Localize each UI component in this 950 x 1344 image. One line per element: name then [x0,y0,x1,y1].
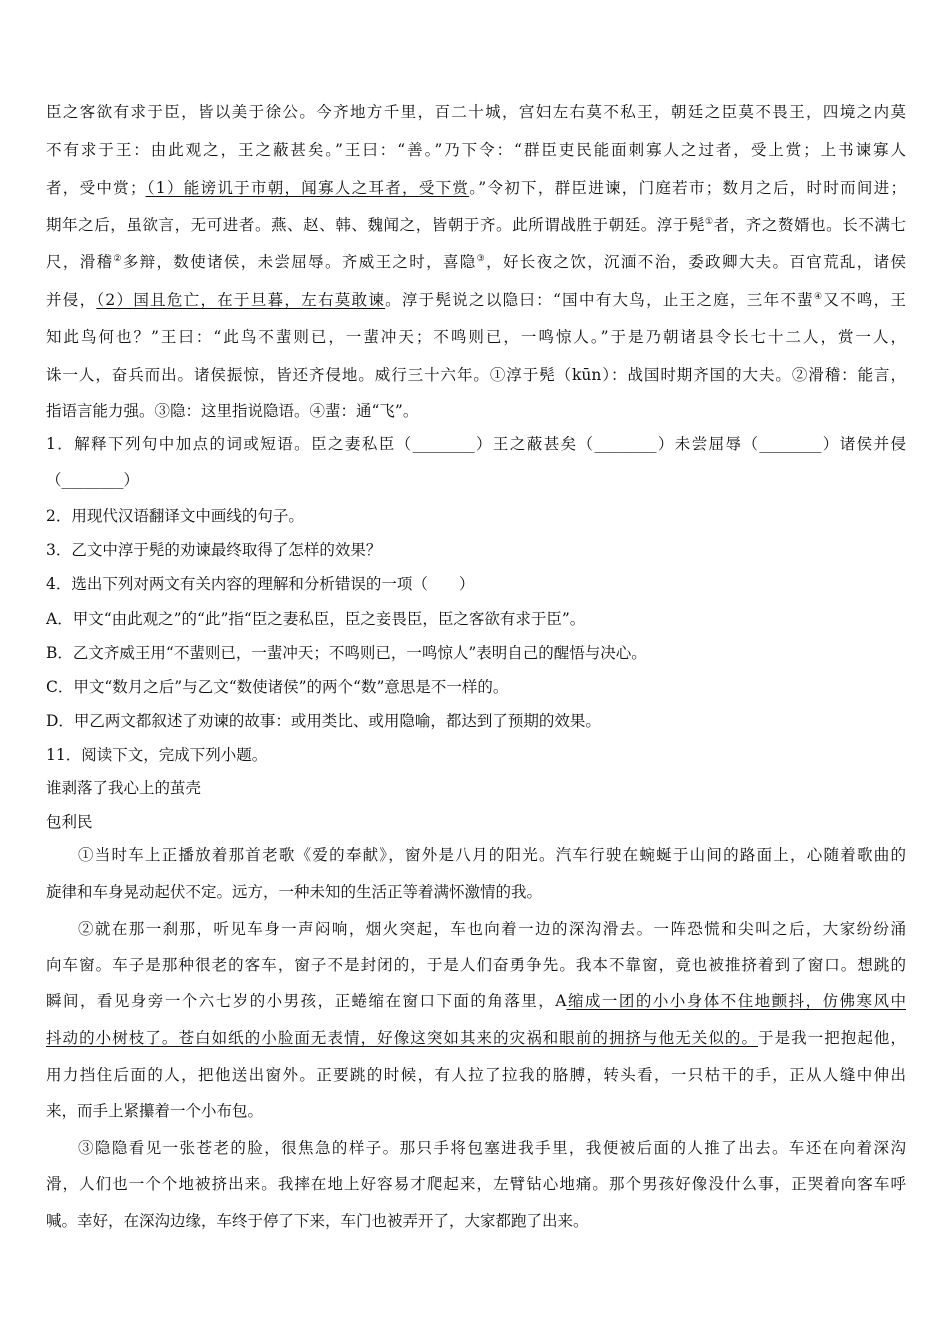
text-run: 多辩，数使诸侯，未尝屈辱。齐威王之时，喜隐 [122,253,477,271]
text-run: 并侵， [46,291,97,309]
underlined-sentence-1: （1）能谤讥于市朝，闻寡人之耳者，受下赏 [145,179,470,197]
paragraph-1-line: 旋律和车身晃动起伏不定。远方，一种未知的生活正等着满怀激情的我。 [46,883,543,901]
question-2: 2．用现代汉语翻译文中画线的句子。 [46,507,304,525]
article-title: 谁剥落了我心上的茧壳 [46,779,202,797]
passage-line [46,252,906,272]
paragraph-2-line: 来，而手上紧攥着一个小布包。 [46,1102,264,1120]
paragraph-3-line: ③隐隐看见一张苍老的脸，很焦急的样子。那只手将包塞进我手里，我便被后面的人推了出去。车还在向着深沟 [78,1139,906,1157]
passage-line: 指语言能力强。③隐：这里指说隐语。④蜚：通“飞”。 [46,402,419,420]
text-run: 。淳于髡说之以隐曰：“国中有大鸟，止王之庭，三年不蜚 [385,291,814,309]
question-4: 4．选出下列对两文有关内容的理解和分析错误的一项（ ） [46,575,475,593]
paragraph-3-line: 滑，人们也一个个地被挤出来。我摔在地上好容易才爬起来，左臂钻心地痛。那个男孩好像没什么事，正哭着向客车呼 [46,1175,906,1193]
text-run: 瞬间，看见身旁一个六七岁的小男孩，正蜷缩在窗口下面的角落里，A [46,992,567,1010]
footnote-marker: ① [705,216,714,227]
paragraph-2-line: 向车窗。车子是那种很老的客车，窗子不是封闭的，于是人们奋勇争先。我本不靠窗，竟也被推挤着到了窗口。想跳的 [46,956,906,974]
passage-line [46,215,906,235]
footnote-marker: ④ [813,291,824,302]
paragraph-2-line: ②就在那一刹那，听见车身一声闷响，烟火突起，车也向着一边的深沟滑去。一阵恐慌和尖叫之后，大家纷纷涌 [78,920,906,938]
option-a: A．甲文“由此观之”的“此”指“臣之妻私臣，臣之妾畏臣，臣之客欲有求于臣”。 [46,610,586,628]
underlined-sentence-2: （2）国且危亡，在于旦暮，左右莫敢谏 [96,291,386,309]
section-intro: 11．阅读下文，完成下列小题。 [46,746,268,764]
passage-line: 不有求于王：由此观之，王之蔽甚矣。”王曰：“善。”乃下令：“群臣吏民能面刺寡人之过者，受上赏；上书谏寡人 [46,141,906,159]
question-1-blank: （________） [46,471,140,489]
footnote-marker: ② [113,253,123,264]
option-d: D．甲乙两文都叙述了劝谏的故事：或用类比、或用隐喻，都达到了预期的效果。 [46,712,601,730]
question-3: 3．乙文中淳于髡的劝谏最终取得了怎样的效果？ [46,541,382,559]
text-run: 者，齐之赘婿也。长不满七 [713,216,906,234]
paragraph-2-line: 用力挡住后面的人，把他送出窗外。正要跳的时候，有人拉了拉我的胳膊，转头看，一只枯干的手，正从人缝中伸出 [46,1066,906,1084]
text-run: 尺，滑稽 [46,253,114,271]
text-run: 于是我一把抱起他， [758,1029,906,1047]
passage-line: 臣之客欲有求于臣，皆以美于徐公。今齐地方千里，百二十城，宫妇左右莫不私王，朝廷之臣莫不畏王，四境之内莫 [46,103,906,121]
paragraph-3-line: 喊。幸好，在深沟边缘，车终于停了下来，车门也被弄开了，大家都跑了出来。 [46,1212,589,1230]
text-run: 。”令初下，群臣进谏，门庭若市；数月之后，时时而间进； [469,179,906,197]
passage-line: 知此鸟何也？”王曰：“此鸟不蜚则已，一蜚冲天；不鸣则已，一鸣惊人。”于是乃朝诸县令长七十二人，赏一人， [46,328,906,346]
underlined-sentence-a: 缩成一团的小小身体不住地颤抖，仿佛寒风中 [566,992,906,1010]
underlined-sentence-a-cont: 抖动的小树枝了。苍白如纸的小脸面无表情，好像这突如其来的灾祸和眼前的拥挤与他无关似的。 [46,1029,759,1047]
question-1: 1．解释下列句中加点的词或短语。臣之妻私臣（________）王之蔽甚矣（________）未尝屈辱（________）诸侯并侵 [46,435,906,453]
passage-line [46,178,906,198]
text-run: 又不鸣，王 [823,291,906,309]
passage-line [46,290,906,310]
option-c: C．甲文“数月之后”与乙文“数使诸侯”的两个“数”意思是不一样的。 [46,678,509,696]
paragraph-2-line [46,991,906,1011]
passage-line: 诛一人，奋兵而出。诸侯振惊，皆还齐侵地。威行三十六年。①淳于髡（kūn）：战国时期齐国的大夫。②滑稽：能言， [46,366,906,384]
text-run: ，好长夜之饮，沉湎不治，委政卿大夫。百官荒乱，诸侯 [486,253,906,271]
footnote-marker: ③ [476,253,487,264]
paragraph-2-line [46,1028,906,1048]
text-run: 期年之后，虽欲言，无可进者。燕、赵、韩、魏闻之，皆朝于齐。此所谓战胜于朝廷。淳于髡 [46,216,706,234]
paragraph-1-line: ①当时车上正播放着那首老歌《爱的奉献》，窗外是八月的阳光。汽车行驶在蜿蜒于山间的路面上，心随着歌曲的 [78,846,906,864]
option-b: B．乙文齐威王用“不蜚则已，一蜚冲天；不鸣则已，一鸣惊人”表明自己的醒悟与决心。 [46,644,647,662]
article-author: 包利民 [46,813,93,831]
text-run: 者，受中赏； [46,179,146,197]
